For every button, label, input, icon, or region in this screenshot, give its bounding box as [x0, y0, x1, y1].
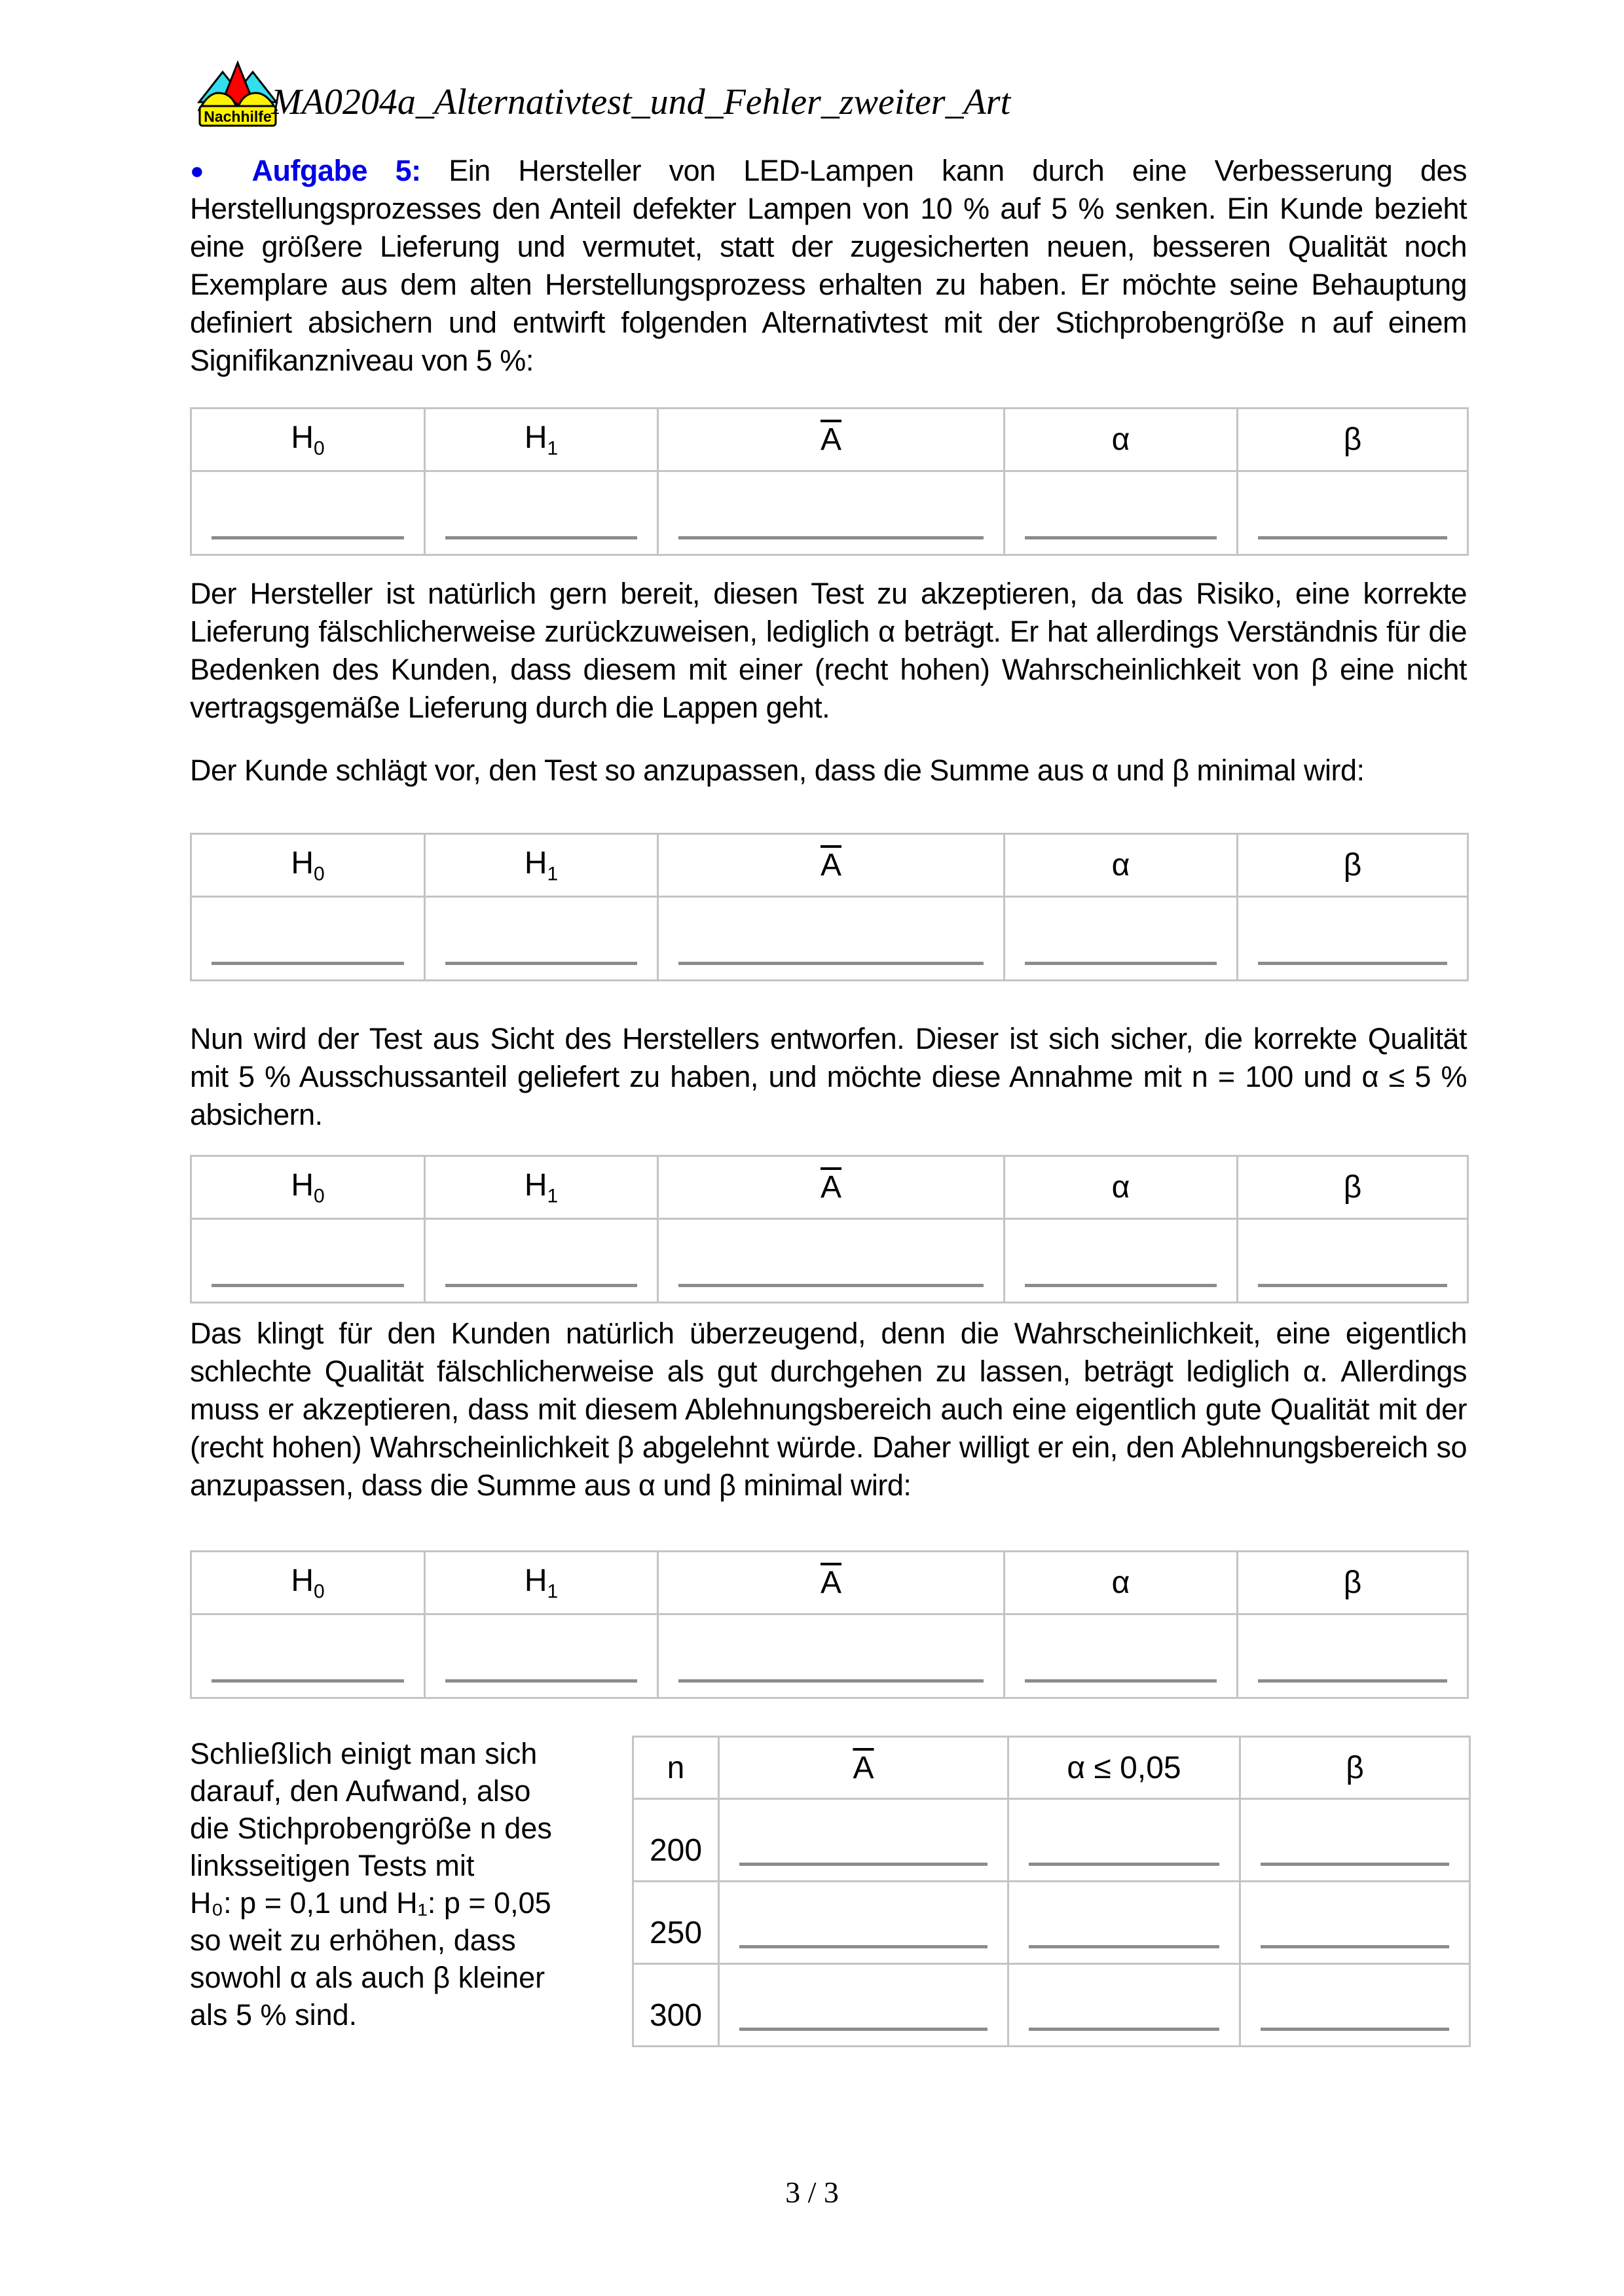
- blank-line: [1261, 2028, 1449, 2031]
- col-header-beta: β: [1238, 1156, 1468, 1219]
- col-header-beta: β: [1238, 409, 1468, 471]
- col-header-alpha: α: [1005, 1552, 1238, 1614]
- answer-cell-h1: [425, 1614, 658, 1698]
- blank-line: [445, 1679, 637, 1683]
- document-title: MA0204a_Alternativtest_und_Fehler_zweiter_Art: [271, 82, 1011, 122]
- answer-cell-a-bar: [719, 1964, 1008, 2047]
- col-header-h0: $H_0$: [191, 409, 425, 471]
- logo-text: Nachhilfe: [204, 108, 272, 125]
- blank-line: [1258, 1679, 1447, 1683]
- blank-line: [678, 962, 984, 965]
- blank-line: [739, 1945, 987, 1948]
- page-number: 3 / 3: [785, 2176, 839, 2209]
- col-header-a-bar: $\overline{A}$: [658, 834, 1005, 897]
- blank-line: [1258, 1284, 1447, 1287]
- blank-line: [212, 1679, 404, 1683]
- answer-cell-a-bar: [719, 1882, 1008, 1964]
- col-header-h0: $H_0$: [191, 1552, 425, 1614]
- task-label: Aufgabe 5:: [251, 154, 421, 187]
- blank-line: [1025, 1284, 1217, 1287]
- paragraph-kunde-ueberzeugend: Das klingt für den Kunden natürlich überzeugend, denn die Wahrscheinlichkeit, eine eigentlich schlechte Qualität fälschlicherweise als gut durchgehen zu lassen, beträgt lediglich α. Allerdings muss er akzeptieren, dass mit diesem Ablehnungsbereich auch eine eigentlich gute Qualität mit der (recht hohen) Wahrscheinlichkeit β abgelehnt würde. Daher willigt er ein, den Ablehnungsbereich so anzupassen, dass die Summe aus α und β minimal wird:: [190, 1317, 1467, 1502]
- hypothesis-table-2: [190, 833, 1469, 981]
- n-value: 200: [633, 1799, 719, 1882]
- answer-cell-h1: [425, 471, 658, 555]
- col-header-beta: β: [1240, 1737, 1470, 1799]
- answer-cell-a-bar: [658, 1614, 1005, 1698]
- col-header-alpha: α: [1005, 834, 1238, 897]
- final-note-text: Schließlich einigt man sich darauf, den Aufwand, also die Stichprobengröße n des linksseitigen Tests mit H₀: p = 0,1 und H₁: p = 0,05 so weit zu erhöhen, dass sowohl α als auch β kleiner als 5 % sind.: [190, 1737, 552, 2032]
- col-header-alpha: α: [1005, 1156, 1238, 1219]
- answer-cell-h1: [425, 1219, 658, 1303]
- table-row-n-200: [633, 1799, 1470, 1882]
- col-header-h1: $H_1$: [425, 409, 658, 471]
- hypothesis-table-4: [190, 1550, 1469, 1699]
- blank-line: [1261, 1945, 1449, 1948]
- answer-cell-h0: [191, 1614, 425, 1698]
- blank-line: [445, 536, 637, 539]
- blank-line: [1029, 1945, 1219, 1948]
- col-header-a-bar: $\overline{A}$: [719, 1737, 1008, 1799]
- blank-line: [1258, 962, 1447, 965]
- paragraph-kunde-vorschlag: Der Kunde schlägt vor, den Test so anzupassen, dass die Summe aus α und β minimal wird:: [190, 754, 1365, 787]
- blank-line: [678, 1284, 984, 1287]
- answer-cell-alpha: [1005, 1614, 1238, 1698]
- col-header-beta: β: [1238, 834, 1468, 897]
- blank-line: [445, 962, 637, 965]
- blank-line: [1025, 536, 1217, 539]
- answer-cell-a-bar: [658, 471, 1005, 555]
- answer-cell-beta: [1238, 1614, 1468, 1698]
- blank-line: [1258, 536, 1447, 539]
- blank-line: [212, 962, 404, 965]
- blank-line: [739, 1863, 987, 1866]
- n-value: 300: [633, 1964, 719, 2047]
- answer-cell-alpha: [1008, 1964, 1240, 2047]
- answer-cell-alpha: [1008, 1799, 1240, 1882]
- answer-cell-h1: [425, 897, 658, 981]
- blank-line: [1261, 1863, 1449, 1866]
- blank-line: [678, 1679, 984, 1683]
- blank-line: [678, 536, 984, 539]
- answer-cell-beta: [1240, 1799, 1470, 1882]
- n-value: 250: [633, 1882, 719, 1964]
- answer-cell-a-bar: [658, 897, 1005, 981]
- answer-cell-beta: [1238, 1219, 1468, 1303]
- paragraph-hersteller-test: Nun wird der Test aus Sicht des Herstellers entworfen. Dieser ist sich sicher, die korrekte Qualität mit 5 % Ausschussanteil geliefert zu haben, und möchte diese Annahme mit n = 100 und α ≤ 5 % absichern.: [190, 1022, 1467, 1131]
- blank-line: [1029, 2028, 1219, 2031]
- blank-line: [212, 536, 404, 539]
- answer-cell-h0: [191, 897, 425, 981]
- answer-cell-beta: [1238, 897, 1468, 981]
- col-header-a-bar: $\overline{A}$: [658, 409, 1005, 471]
- answer-cell-beta: [1238, 471, 1468, 555]
- table-row-n-300: [633, 1964, 1470, 2047]
- paragraph-hersteller: Der Hersteller ist natürlich gern bereit, diesen Test zu akzeptieren, da das Risiko, eine korrekte Lieferung fälschlicherweise zurückzuweisen, lediglich α beträgt. Er hat allerdings Verständnis für die Bedenken des Kunden, dass diesem mit einer (recht hohen) Wahrscheinlichkeit von β eine nicht vertragsgemäße Lieferung durch die Lappen geht.: [190, 577, 1467, 724]
- blank-line: [445, 1284, 637, 1287]
- task-paragraph: [190, 152, 1467, 380]
- col-header-a-bar: $\overline{A}$: [658, 1552, 1005, 1614]
- col-header-n: n: [633, 1737, 719, 1799]
- blank-line: [739, 2028, 987, 2031]
- table-row-n-250: [633, 1882, 1470, 1964]
- task-text: Ein Hersteller von LED-Lampen kann durch eine Verbesserung des Herstellungsprozesses den Anteil defekter Lampen von 10 % auf 5 % senken. Ein Kunde bezieht eine größere Lieferung und vermutet, statt der zugesicherten neuen, besseren Qualität noch Exemplare aus dem alten Herstellungsprozess erhalten zu haben. Er möchte seine Behauptung definiert absichern und entwirft folgenden Alternativtest mit der Stichprobengröße n auf einem Signifikanzniveau von 5 %:: [190, 154, 1467, 377]
- col-header-a-bar: $\overline{A}$: [658, 1156, 1005, 1219]
- col-header-h1: $H_1$: [425, 1552, 658, 1614]
- task-bullet: ●: [190, 157, 224, 184]
- blank-line: [1029, 1863, 1219, 1866]
- answer-cell-beta: [1240, 1882, 1470, 1964]
- col-header-h1: $H_1$: [425, 1156, 658, 1219]
- answer-cell-a-bar: [719, 1799, 1008, 1882]
- answer-cell-h0: [191, 1219, 425, 1303]
- blank-line: [1025, 962, 1217, 965]
- answer-cell-alpha: [1005, 471, 1238, 555]
- hypothesis-table-3: [190, 1155, 1469, 1303]
- blank-line: [1025, 1679, 1217, 1683]
- nachhilfe-logo: [195, 59, 280, 132]
- answer-cell-alpha: [1005, 1219, 1238, 1303]
- blank-line: [212, 1284, 404, 1287]
- answer-cell-h0: [191, 471, 425, 555]
- col-header-h0: $H_0$: [191, 834, 425, 897]
- sample-size-table: [632, 1736, 1471, 2047]
- col-header-alpha: α: [1005, 409, 1238, 471]
- answer-cell-alpha: [1008, 1882, 1240, 1964]
- col-header-alpha-max: α ≤ 0,05: [1008, 1737, 1240, 1799]
- hypothesis-table-1: [190, 407, 1469, 556]
- answer-cell-a-bar: [658, 1219, 1005, 1303]
- col-header-h0: $H_0$: [191, 1156, 425, 1219]
- col-header-beta: β: [1238, 1552, 1468, 1614]
- answer-cell-beta: [1240, 1964, 1470, 2047]
- answer-cell-alpha: [1005, 897, 1238, 981]
- mountain-logo-icon: [195, 59, 280, 132]
- col-header-h1: $H_1$: [425, 834, 658, 897]
